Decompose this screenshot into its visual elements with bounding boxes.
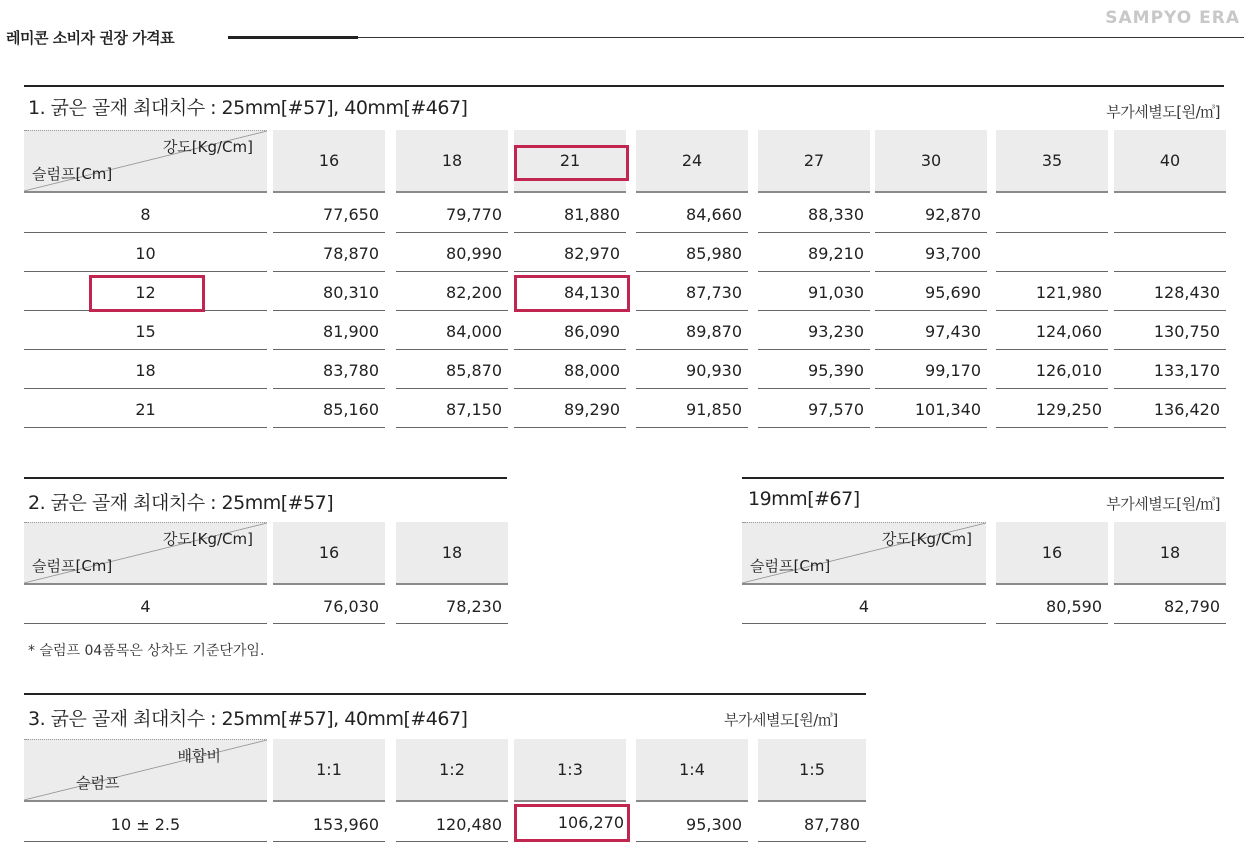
section2b-top-rule (742, 477, 1224, 479)
strength-header: 27 (758, 130, 870, 193)
price-cell-highlighted: 106,270 (514, 804, 630, 842)
price-cell: 95,390 (758, 352, 870, 389)
price-cell: 130,750 (1114, 313, 1226, 350)
slump-axis-label: 슬럼프[Cm] (750, 557, 831, 575)
price-cell: 93,230 (758, 313, 870, 350)
price-cell: 87,780 (758, 808, 866, 842)
highlight-box-slump-12 (89, 275, 205, 312)
strength-header: 16 (996, 522, 1108, 585)
price-cell: 83,780 (273, 352, 385, 389)
price-cell: 80,990 (396, 235, 508, 272)
title-rule (228, 37, 1244, 38)
section1-top-rule (24, 85, 1224, 87)
ratio-header: 1:2 (396, 739, 508, 802)
price-cell: 81,880 (514, 196, 626, 233)
price-cell (1114, 235, 1226, 272)
title-rule-accent (228, 36, 358, 39)
price-cell: 101,340 (875, 391, 987, 428)
price-cell: 153,960 (273, 808, 385, 842)
price-cell: 88,330 (758, 196, 870, 233)
slump-cell: 4 (742, 590, 986, 624)
price-cell: 85,980 (636, 235, 748, 272)
slump-cell: 12 (24, 274, 267, 311)
price-cell: 121,980 (996, 274, 1108, 311)
section2b-title: 19mm[#67] (748, 488, 860, 510)
price-cell: 80,310 (273, 274, 385, 311)
price-cell (996, 235, 1108, 272)
strength-axis-label: 강도[Kg/Cm] (881, 530, 972, 548)
price-cell: 93,700 (875, 235, 987, 272)
price-cell: 92,870 (875, 196, 987, 233)
slump-axis-label: 슬럼프 (76, 774, 120, 792)
slump-axis-label: 슬럼프[Cm] (32, 165, 113, 183)
section3-top-rule (24, 693, 866, 695)
ratio-header: 1:5 (758, 739, 866, 802)
strength-header: 35 (996, 130, 1108, 193)
price-cell: 82,970 (514, 235, 626, 272)
price-cell: 90,930 (636, 352, 748, 389)
price-cell: 87,730 (636, 274, 748, 311)
price-cell: 80,590 (996, 590, 1108, 624)
ratio-axis-label: 배합비 (177, 747, 221, 765)
price-cell: 136,420 (1114, 391, 1226, 428)
document-title: 레미콘 소비자 권장 가격표 (6, 29, 175, 47)
strength-header: 30 (875, 130, 987, 193)
price-cell: 95,300 (636, 808, 748, 842)
slump-cell: 10 (24, 235, 267, 272)
price-cell: 91,030 (758, 274, 870, 311)
price-cell: 85,870 (396, 352, 508, 389)
price-cell: 91,850 (636, 391, 748, 428)
section2b-corner-header (742, 522, 986, 585)
section2-title: 2. 굵은 골재 최대치수 : 25mm[#57] (28, 492, 334, 514)
price-cell: 78,870 (273, 235, 385, 272)
ratio-header: 1:3 (514, 739, 626, 802)
strength-header: 18 (1114, 522, 1226, 585)
slump-cell: 21 (24, 391, 267, 428)
section1-vat-note: 부가세별도[원/㎥] (1106, 103, 1220, 121)
price-cell: 89,210 (758, 235, 870, 272)
strength-axis-label: 강도[Kg/Cm] (162, 530, 253, 548)
section3-title: 3. 굵은 골재 최대치수 : 25mm[#57], 40mm[#467] (28, 708, 468, 730)
strength-axis-label: 강도[Kg/Cm] (162, 138, 253, 156)
strength-header: 40 (1114, 130, 1226, 193)
strength-header: 18 (396, 130, 508, 193)
price-cell: 82,200 (396, 274, 508, 311)
price-cell: 76,030 (273, 590, 385, 624)
brand-logo: SAMPYO ERA (1105, 8, 1240, 28)
section3-corner-header (24, 739, 267, 802)
highlight-box-price-84130 (514, 275, 630, 312)
price-cell: 129,250 (996, 391, 1108, 428)
price-cell: 81,900 (273, 313, 385, 350)
section2-top-rule (24, 477, 507, 479)
price-cell: 88,000 (514, 352, 626, 389)
section1-corner-header (24, 130, 267, 193)
slump-cell: 15 (24, 313, 267, 350)
price-cell: 84,000 (396, 313, 508, 350)
price-cell: 84,660 (636, 196, 748, 233)
price-cell: 97,570 (758, 391, 870, 428)
slump-cell: 18 (24, 352, 267, 389)
section3-vat-note: 부가세별도[원/㎥] (724, 711, 838, 729)
price-cell: 97,430 (875, 313, 987, 350)
strength-header: 16 (273, 130, 385, 193)
price-cell: 79,770 (396, 196, 508, 233)
price-cell: 87,150 (396, 391, 508, 428)
price-cell: 133,170 (1114, 352, 1226, 389)
price-cell (1114, 196, 1226, 233)
section2b-vat-note: 부가세별도[원/㎥] (1106, 495, 1220, 513)
strength-header: 18 (396, 522, 508, 585)
price-cell: 89,290 (514, 391, 626, 428)
price-cell: 78,230 (396, 590, 508, 624)
price-cell: 128,430 (1114, 274, 1226, 311)
strength-header: 21 (514, 130, 626, 193)
price-cell: 126,010 (996, 352, 1108, 389)
price-cell: 95,690 (875, 274, 987, 311)
ratio-header: 1:4 (636, 739, 748, 802)
price-cell (996, 196, 1108, 233)
section2-corner-header (24, 522, 267, 585)
price-cell: 82,790 (1114, 590, 1226, 624)
price-cell: 89,870 (636, 313, 748, 350)
slump-cell: 8 (24, 196, 267, 233)
price-cell: 77,650 (273, 196, 385, 233)
price-cell: 120,480 (396, 808, 508, 842)
ratio-header: 1:1 (273, 739, 385, 802)
strength-header: 24 (636, 130, 748, 193)
price-cell: 84,130 (514, 274, 626, 311)
price-cell: 86,090 (514, 313, 626, 350)
highlight-box-strength-21 (514, 145, 629, 181)
section1-title: 1. 굵은 골재 최대치수 : 25mm[#57], 40mm[#467] (28, 97, 468, 119)
price-cell: 124,060 (996, 313, 1108, 350)
slump-cell: 4 (24, 590, 267, 624)
slump-cell: 10 ± 2.5 (24, 808, 267, 842)
price-cell: 85,160 (273, 391, 385, 428)
slump-note: * 슬럼프 04품목은 상차도 기준단가임. (28, 643, 265, 659)
slump-axis-label: 슬럼프[Cm] (32, 557, 113, 575)
price-cell: 99,170 (875, 352, 987, 389)
strength-header: 16 (273, 522, 385, 585)
